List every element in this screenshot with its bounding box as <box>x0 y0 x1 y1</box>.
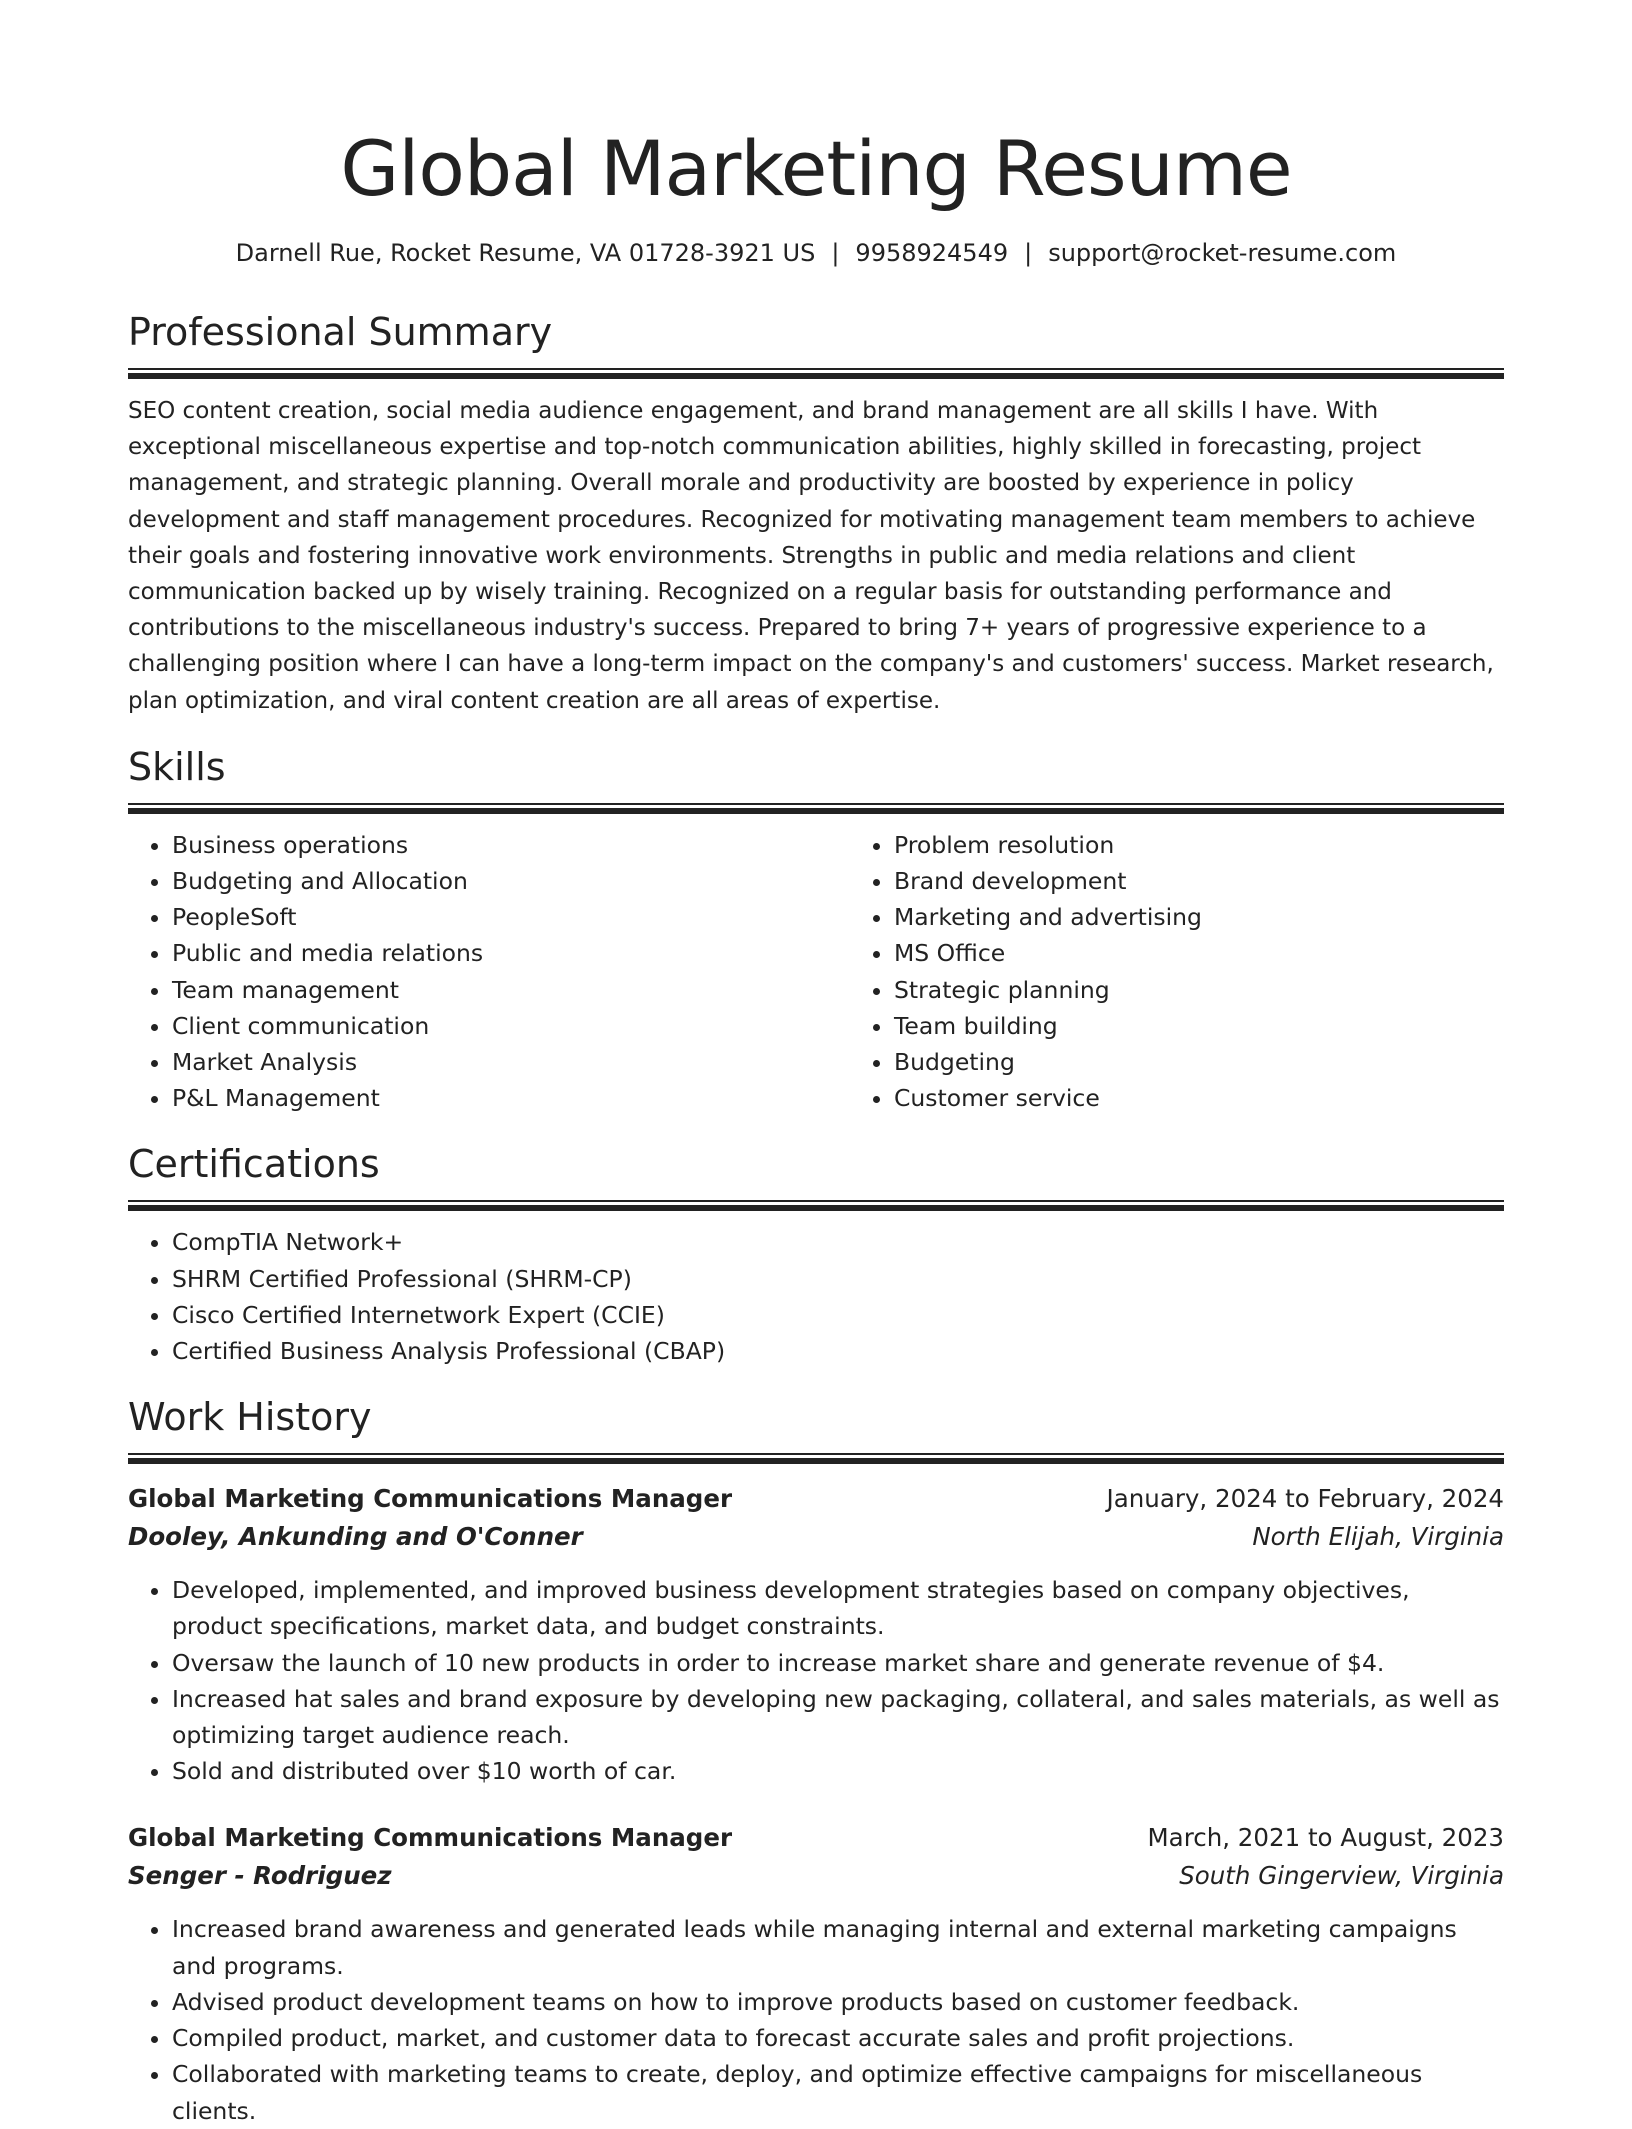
job-entry <box>128 1819 1504 2128</box>
skill-item: • Market Analysis <box>172 1044 850 1080</box>
skill-item: • Client communication <box>172 1008 850 1044</box>
skills-right-column <box>850 827 1202 1117</box>
skill-item: • Budgeting <box>894 1044 1202 1080</box>
skills-columns <box>128 827 1504 1117</box>
skill-item: • Strategic planning <box>894 972 1202 1008</box>
job-header <box>128 1480 1504 1518</box>
skill-item: • Problem resolution <box>894 827 1202 863</box>
section-heading: Professional Summary <box>128 310 553 354</box>
certification-item: • Cisco Certified Internetwork Expert (CCIE) <box>172 1297 1504 1333</box>
job-duties-list <box>128 1911 1504 2128</box>
section-divider <box>128 1453 1504 1464</box>
skill-item: • Brand development <box>894 863 1202 899</box>
skill-item: • Public and media relations <box>172 935 850 971</box>
certifications-section <box>128 1140 1504 1369</box>
work-history-section <box>128 1393 1504 2128</box>
section-heading: Certifications <box>128 1142 380 1187</box>
section-divider <box>128 803 1504 814</box>
resume-title: Global Marketing Resume <box>340 124 1292 213</box>
summary-text: SEO content creation, social media audience engagement, and brand management are all skills I have. With exceptional miscellaneous expertise and top-notch communication abilities, highly skilled in forecasting, project management, and strategic planning. Overall morale and productivity are boosted by experience in policy development and staff management procedures. Recognized for motivating management team members to achieve their goals and fostering innovative work environments. Strengths in public and media relations and client communication backed up by wisely training. Recognized on a regular basis for outstanding performance and contributions to the miscellaneous industry's success. Prepared to bring 7+ years of progressive experience to a challenging position where I can have a long-term impact on the company's and customers' success. Market research, plan optimization, and viral content creation are all areas of expertise. <box>128 398 1494 714</box>
job-duties-list <box>128 1572 1504 1789</box>
job-duty: • Collaborated with marketing teams to create, deploy, and optimize effective campaigns for miscellaneous clients. <box>172 2056 1504 2128</box>
job-title: Global Marketing Communications Manager <box>128 1484 733 1514</box>
skill-item: • MS Office <box>894 935 1202 971</box>
certifications-list <box>128 1224 1504 1369</box>
job-location: North Elijah, Virginia <box>1252 1522 1504 1552</box>
skill-item: • Customer service <box>894 1080 1202 1116</box>
contact-line <box>128 236 1504 270</box>
certification-item: • CompTIA Network+ <box>172 1224 1504 1260</box>
job-entry <box>128 1480 1504 1789</box>
section-heading: Work History <box>128 1395 372 1440</box>
contact-phone: 9958924549 <box>855 239 1009 267</box>
job-dates: March, 2021 to August, 2023 <box>1147 1823 1504 1853</box>
skill-item: • Business operations <box>172 827 850 863</box>
contact-email: support@rocket-resume.com <box>1048 239 1397 267</box>
contact-separator: | <box>1024 239 1033 267</box>
skill-item: • Budgeting and Allocation <box>172 863 850 899</box>
summary-section <box>128 308 1504 719</box>
skills-section <box>128 743 1504 1117</box>
job-location: South Gingerview, Virginia <box>1179 1861 1504 1891</box>
job-duty: • Increased brand awareness and generated leads while managing internal and external marketing campaigns and programs. <box>172 1911 1504 1983</box>
certification-item: • Certified Business Analysis Professional (CBAP) <box>172 1333 1504 1369</box>
job-duty: • Developed, implemented, and improved business development strategies based on company objectives, product specifications, market data, and budget constraints. <box>172 1572 1504 1644</box>
job-title: Global Marketing Communications Manager <box>128 1823 733 1853</box>
job-subheader <box>128 1518 1504 1556</box>
skill-item: • PeopleSoft <box>172 899 850 935</box>
skill-item: • P&L Management <box>172 1080 850 1116</box>
job-duty: • Oversaw the launch of 10 new products in order to increase market share and generate revenue of $4. <box>172 1645 1504 1681</box>
section-divider <box>128 1200 1504 1211</box>
job-header <box>128 1819 1504 1857</box>
job-duty: • Sold and distributed over $10 worth of car. <box>172 1753 1504 1789</box>
certification-item: • SHRM Certified Professional (SHRM-CP) <box>172 1261 1504 1297</box>
job-subheader <box>128 1857 1504 1895</box>
skill-item: • Team building <box>894 1008 1202 1044</box>
job-employer: Dooley, Ankunding and O'Conner <box>128 1522 583 1552</box>
job-employer: Senger - Rodriguez <box>128 1861 392 1891</box>
contact-address: Darnell Rue, Rocket Resume, VA 01728-3921 US <box>235 239 816 267</box>
job-duty: • Compiled product, market, and customer data to forecast accurate sales and profit projections. <box>172 2020 1504 2056</box>
skills-left-column <box>128 827 850 1117</box>
section-divider <box>128 368 1504 379</box>
job-duty: • Increased hat sales and brand exposure by developing new packaging, collateral, and sales materials, as well as optimizing target audience reach. <box>172 1681 1504 1753</box>
section-heading: Skills <box>128 744 226 789</box>
job-dates: January, 2024 to February, 2024 <box>1106 1484 1504 1514</box>
job-duty: • Advised product development teams on how to improve products based on customer feedback. <box>172 1984 1504 2020</box>
skill-item: • Team management <box>172 972 850 1008</box>
contact-separator: | <box>831 239 840 267</box>
skill-item: • Marketing and advertising <box>894 899 1202 935</box>
